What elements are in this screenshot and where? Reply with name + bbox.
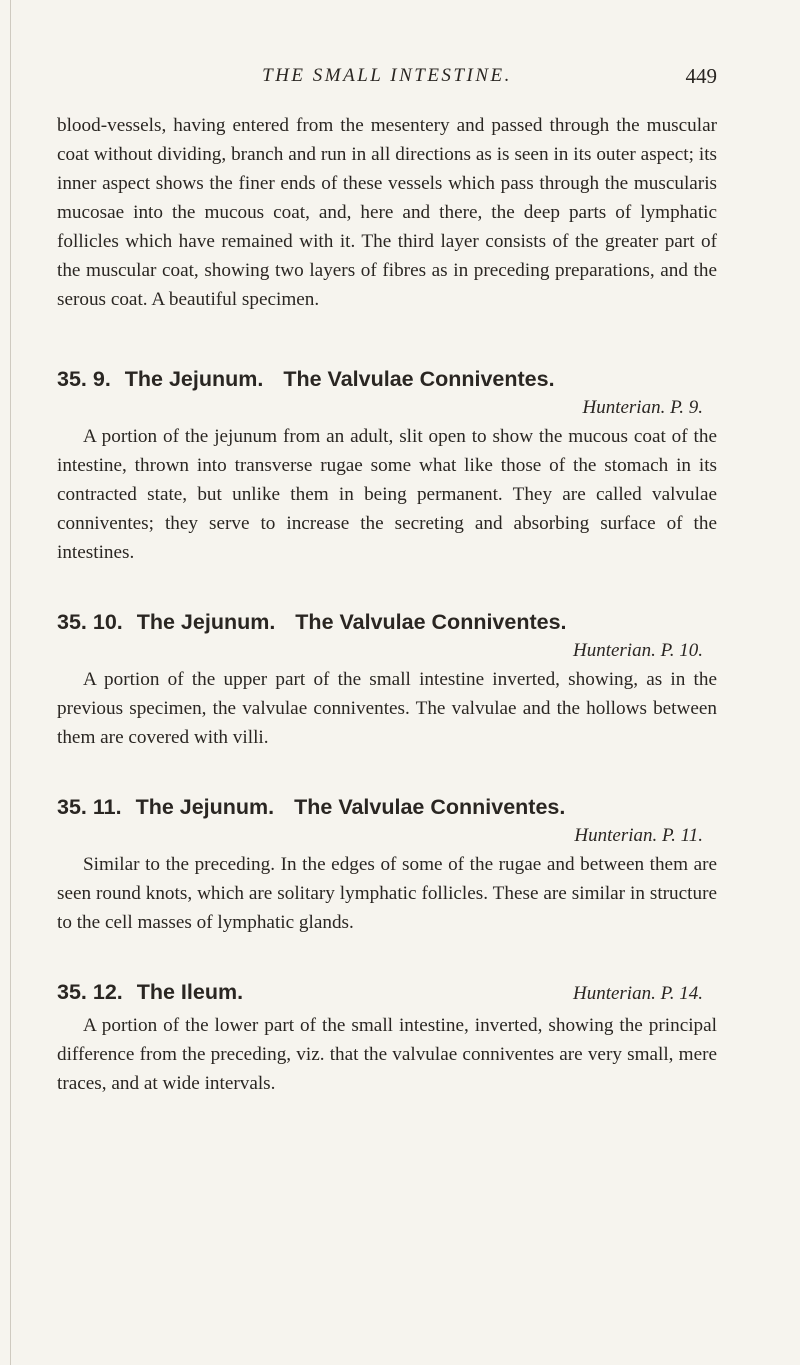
- catalogue-entry: [57, 977, 717, 1098]
- running-title: THE SMALL INTESTINE.: [262, 65, 512, 86]
- catalogue-entry: [57, 607, 717, 752]
- entry-heading: [57, 977, 717, 1009]
- entry-source: Hunterian. P. 9.: [582, 397, 703, 418]
- catalogue-entry: [57, 792, 717, 937]
- entry-title: The Ileum.: [136, 980, 244, 1004]
- entry-number: 35. 9.: [57, 367, 111, 391]
- page-number: 449: [685, 64, 717, 88]
- entry-description: A portion of the jejunum from an adult, slit open to show the mucous coat of the intestine, thrown into transverse rugae some what like those of the stomach in its contracted state, but unlike them in being permanent. They are called valvulae conniventes; they serve to increase the secreting and absorbing surface of the intestines.: [57, 426, 717, 563]
- entry-subtitle: The Valvulae Conniventes.: [294, 795, 566, 819]
- intro-paragraph: blood-vessels, having entered from the mesentery and passed through the muscular coat without dividing, branch and run in all directions as is seen in its outer aspect; its inner aspect shows the finer ends of these vessels which pass through the muscularis mucosae into the mucous coat, and, here and there, the deep parts of lymphatic follicles which have remained with it. The third layer consists of the greater part of the muscular coat, showing two layers of fibres as in preceding preparations, and the serous coat. A beautiful specimen.: [57, 115, 717, 310]
- entry-source: Hunterian. P. 14.: [572, 983, 703, 1004]
- entry-number: 35. 10.: [57, 610, 123, 634]
- entry-description: A portion of the lower part of the small intestine, inverted, showing the principal difference from the preceding, viz. that the valvulae conniventes are very small, mere traces, and at wide intervals.: [57, 1015, 717, 1094]
- entry-title: The Jejunum.: [136, 610, 276, 634]
- entry-title: The Jejunum.: [135, 795, 275, 819]
- page-edge-rule: [10, 0, 11, 1365]
- entry-source: Hunterian. P. 11.: [574, 825, 703, 846]
- entry-subtitle: The Valvulae Conniventes.: [283, 367, 555, 391]
- entry-source: Hunterian. P. 10.: [572, 640, 703, 661]
- entry-number: 35. 11.: [57, 795, 122, 819]
- entry-subtitle: The Valvulae Conniventes.: [295, 610, 567, 634]
- catalogue-entry: [57, 364, 717, 567]
- entry-title: The Jejunum.: [124, 367, 264, 391]
- entry-heading: [57, 607, 717, 637]
- entry-number: 35. 12.: [57, 980, 123, 1004]
- entry-description: A portion of the upper part of the small intestine inverted, showing, as in the previous specimen, the valvulae conniventes. The valvulae and the hollows between them are covered with villi.: [57, 669, 717, 748]
- running-head: [57, 0, 717, 100]
- entry-heading: [57, 364, 717, 394]
- entry-description: Similar to the preceding. In the edges of some of the rugae and between them are seen round knots, which are solitary lymphatic follicles. These are similar in structure to the cell masses of lymphatic glands.: [57, 854, 717, 933]
- document-page: [57, 0, 717, 1098]
- entry-heading: [57, 792, 717, 822]
